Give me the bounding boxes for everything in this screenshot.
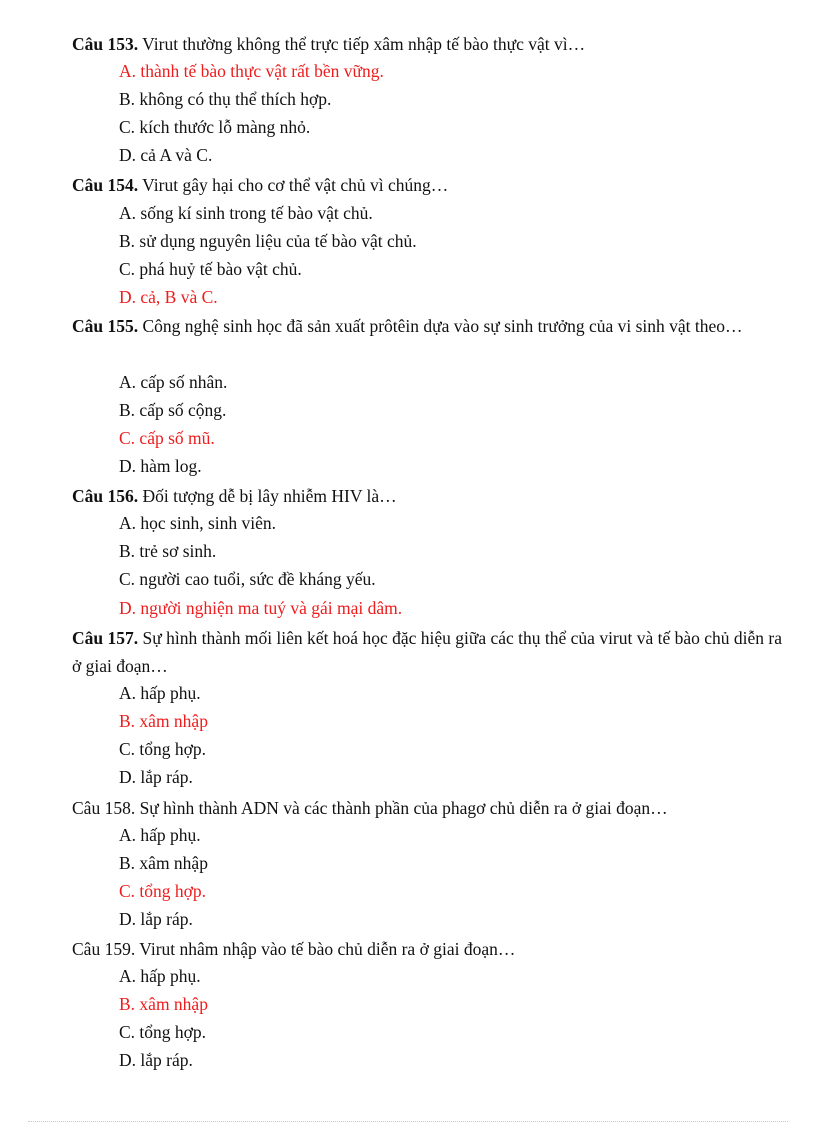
answer-option: A. hấp phụ. [119, 683, 201, 703]
answer-option: C. cấp số mũ. [119, 428, 215, 448]
question-153 [72, 30, 784, 58]
answer-option: D. cả A và C. [119, 145, 213, 165]
question-label: Câu 153. [72, 34, 139, 54]
question-text: Công nghệ sinh học đã sản xuất prôtêin dựa vào sự sinh trưởng của vi sinh vật theo… [138, 316, 743, 336]
answer-option: B. cấp số cộng. [119, 400, 227, 420]
question-text: Sự hình thành mối liên kết hoá học đặc hiệu giữa các thụ thể của virut và tế bào chủ diễn ra ở giai đoạn… [72, 628, 783, 677]
answer-option: D. lắp ráp. [119, 1050, 193, 1070]
answer-option: D. lắp ráp. [119, 767, 193, 787]
answer-option: D. hàm log. [119, 456, 202, 476]
answer-option: A. học sinh, sinh viên. [119, 513, 277, 533]
question-155 [72, 312, 784, 340]
question-text: Virut nhâm nhập vào tế bào chủ diễn ra ở giai đoạn… [135, 939, 516, 959]
page-bottom-divider [28, 1121, 788, 1122]
answer-option: B. xâm nhập [119, 711, 208, 731]
answer-option: D. cả, B và C. [119, 287, 218, 307]
question-label: Câu 156. [72, 486, 139, 506]
question-154 [72, 171, 784, 199]
answer-option: C. người cao tuổi, sức đề kháng yếu. [119, 569, 376, 589]
answer-option: A. hấp phụ. [119, 825, 201, 845]
answer-option: B. không có thụ thể thích hợp. [119, 89, 332, 109]
answer-option: C. tổng hợp. [119, 1022, 207, 1042]
answer-option: C. tổng hợp. [119, 739, 207, 759]
answer-option: D. lắp ráp. [119, 909, 193, 929]
answer-option: B. sử dụng nguyên liệu của tế bào vật chủ. [119, 231, 417, 251]
question-156 [72, 482, 784, 510]
question-157 [72, 624, 784, 681]
question-label: Câu 155. [72, 316, 139, 336]
question-text: Virut thường không thể trực tiếp xâm nhập tế bào thực vật vì… [138, 34, 586, 54]
question-text: Virut gây hại cho cơ thể vật chủ vì chúng… [138, 175, 449, 195]
question-158 [72, 794, 784, 822]
answer-option: B. xâm nhập [119, 853, 208, 873]
answer-option: A. cấp số nhân. [119, 372, 228, 392]
question-label: Câu 159. [72, 939, 136, 959]
answer-option: A. thành tế bào thực vật rất bền vững. [119, 61, 384, 81]
answer-option: C. tổng hợp. [119, 881, 207, 901]
answer-option: B. trẻ sơ sinh. [119, 541, 217, 561]
answer-option: C. kích thước lỗ màng nhỏ. [119, 117, 311, 137]
question-label: Câu 154. [72, 175, 139, 195]
answer-option: C. phá huỷ tế bào vật chủ. [119, 259, 302, 279]
answer-option: A. hấp phụ. [119, 966, 201, 986]
answer-option: A. sống kí sinh trong tế bào vật chủ. [119, 203, 373, 223]
question-text: Sự hình thành ADN và các thành phần của phagơ chủ diễn ra ở giai đoạn… [135, 798, 668, 818]
question-label: Câu 158. [72, 798, 136, 818]
question-159 [72, 935, 784, 963]
question-text: Đối tượng dễ bị lây nhiễm HIV là… [138, 486, 397, 506]
question-label: Câu 157. [72, 628, 139, 648]
answer-option: B. xâm nhập [119, 994, 208, 1014]
answer-option: D. người nghiện ma tuý và gái mại dâm. [119, 598, 403, 618]
